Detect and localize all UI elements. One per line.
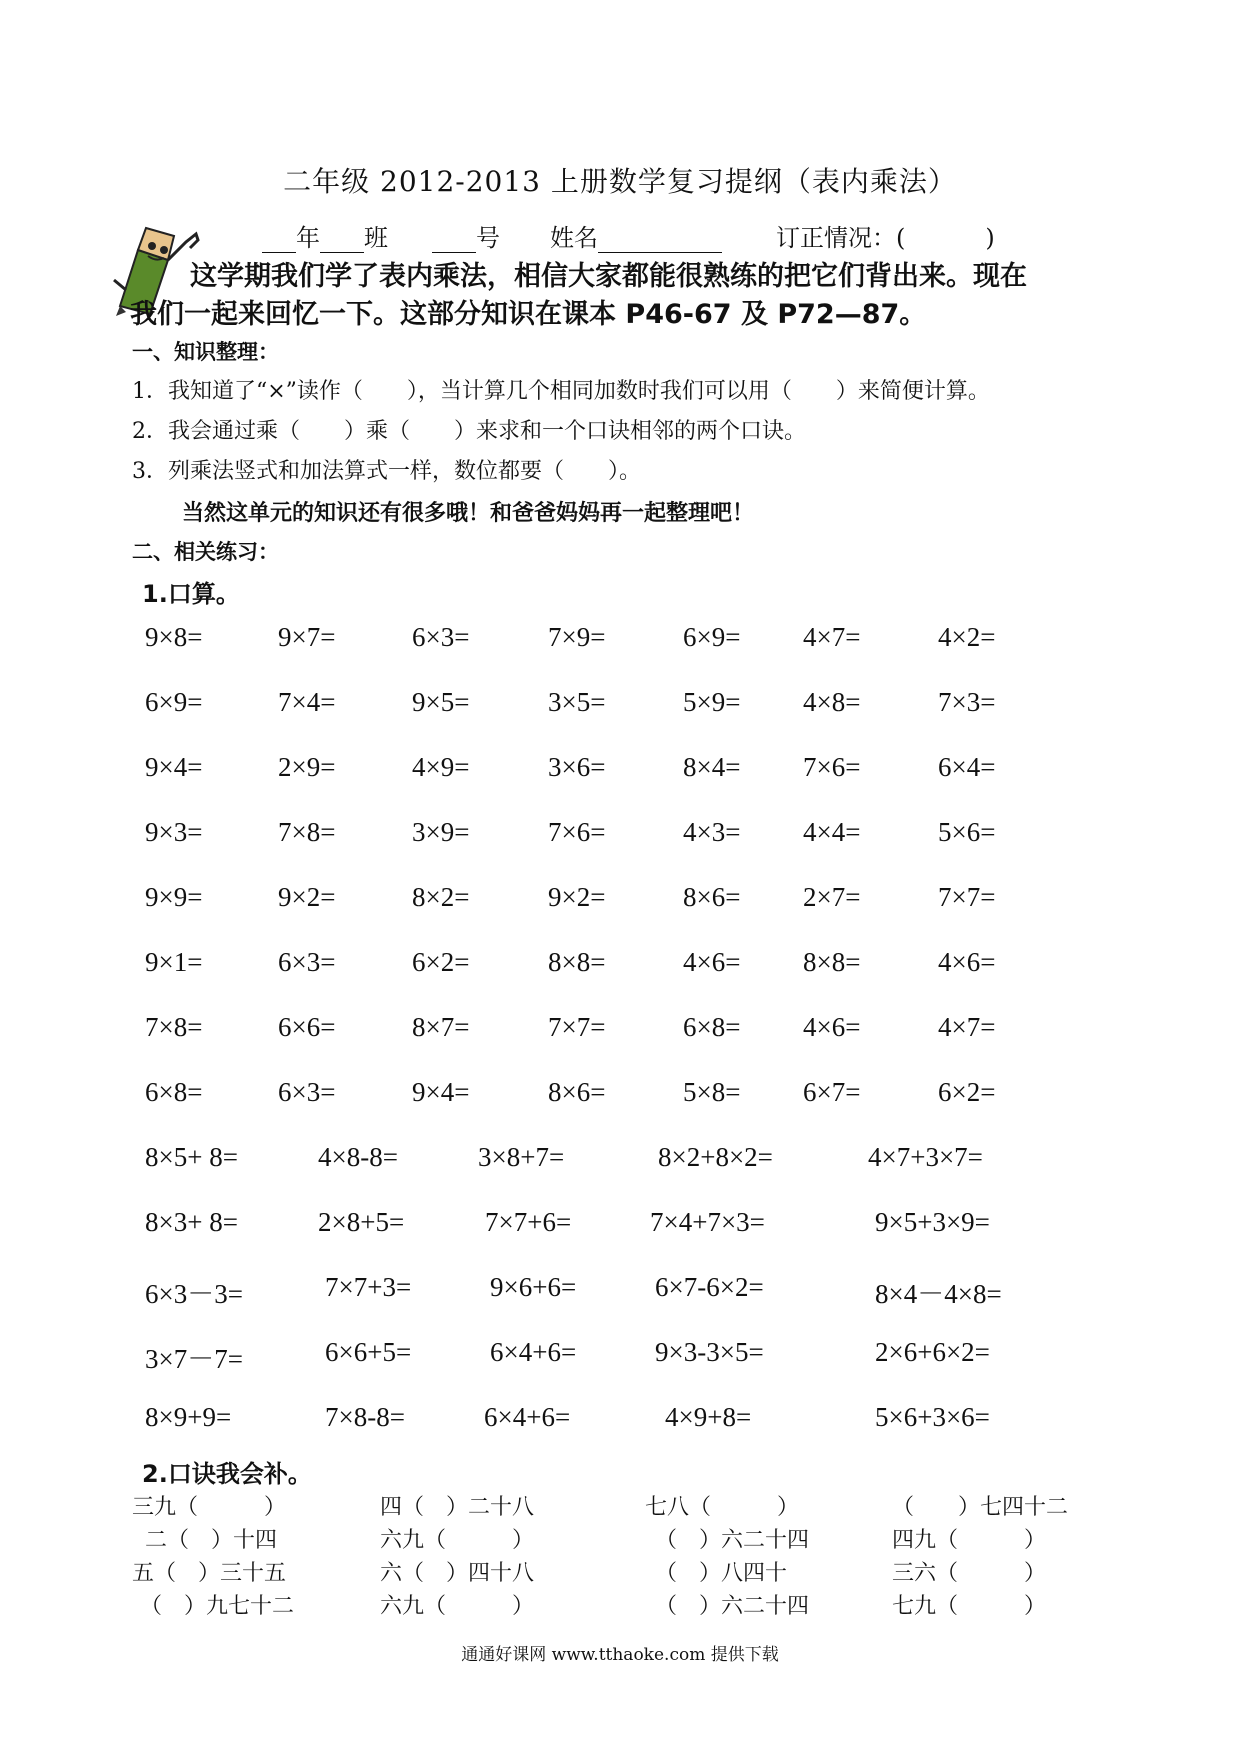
fill-item: （ ）九七十二 <box>140 1594 295 1619</box>
problem: 9×7= <box>278 622 336 652</box>
problem: 9×2= <box>278 882 336 912</box>
correction-close: ) <box>985 224 995 252</box>
class-label: 班 <box>364 224 388 252</box>
problem: 8×4= <box>683 752 741 782</box>
fill-item: 五（ ）三十五 <box>132 1561 287 1586</box>
problem: 4×3= <box>683 817 741 847</box>
problem: 8×2+8×2= <box>658 1142 773 1172</box>
problem: 6×2= <box>412 947 470 977</box>
problem: 3×6= <box>548 752 606 782</box>
problem: 8×6= <box>683 882 741 912</box>
problem: 8×7= <box>412 1012 470 1042</box>
fill-item: （ ）七四十二 <box>892 1495 1069 1520</box>
problem: 7×6= <box>548 817 606 847</box>
knowledge-item: 3．列乘法竖式和加法算式一样，数位都要（ ）。 <box>132 459 641 484</box>
name-blank[interactable] <box>598 226 722 253</box>
problem: 8×4－4×8= <box>875 1279 1002 1309</box>
knowledge-item: 2．我会通过乘（ ）乘（ ）来求和一个口诀相邻的两个口诀。 <box>132 419 806 444</box>
fill-item: 三六（ ） <box>892 1561 1047 1586</box>
problem: 7×6= <box>803 752 861 782</box>
problem: 3×7－7= <box>145 1344 243 1374</box>
fill-item: 二（ ）十四 <box>145 1528 278 1553</box>
problem: 4×4= <box>803 817 861 847</box>
problem: 7×8-8= <box>325 1402 405 1432</box>
fill-item: 四九（ ） <box>892 1528 1047 1553</box>
section2-heading: 二、相关练习： <box>132 540 279 564</box>
intro-line-2: 我们一起来回忆一下。这部分知识在课本 P46-67 及 P72—87。 <box>130 299 927 330</box>
problem: 3×8+7= <box>478 1142 565 1172</box>
problem: 4×7= <box>938 1012 996 1042</box>
problem: 6×9= <box>683 622 741 652</box>
problem: 8×8= <box>548 947 606 977</box>
problem: 9×1= <box>145 947 203 977</box>
problem: 6×4+6= <box>484 1402 571 1432</box>
rhyme-fill-heading: 2.口诀我会补。 <box>142 1460 312 1488</box>
problem: 3×5= <box>548 687 606 717</box>
problem: 7×8= <box>278 817 336 847</box>
problem: 8×5+ 8= <box>145 1142 238 1172</box>
problem: 7×3= <box>938 687 996 717</box>
problem: 9×4= <box>145 752 203 782</box>
problem: 5×9= <box>683 687 741 717</box>
problem: 9×5= <box>412 687 470 717</box>
problem: 4×9+8= <box>665 1402 752 1432</box>
problem: 7×9= <box>548 622 606 652</box>
problem: 4×9= <box>412 752 470 782</box>
problem: 4×7= <box>803 622 861 652</box>
knowledge-item: 1．我知道了“×”读作（ ），当计算几个相同加数时我们可以用（ ）来简便计算。 <box>132 379 990 404</box>
problem: 8×3+ 8= <box>145 1207 238 1237</box>
problem: 6×7-6×2= <box>655 1272 764 1302</box>
number-blank[interactable] <box>432 226 476 253</box>
problem: 5×6+3×6= <box>875 1402 990 1432</box>
problem: 8×9+9= <box>145 1402 232 1432</box>
problem: 9×3= <box>145 817 203 847</box>
problem: 3×9= <box>412 817 470 847</box>
problem: 6×8= <box>683 1012 741 1042</box>
grade-label: 年 <box>296 224 320 252</box>
problem: 4×8-8= <box>318 1142 398 1172</box>
fill-item: 六九（ ） <box>380 1528 535 1553</box>
problem: 7×4+7×3= <box>650 1207 765 1237</box>
problem: 7×7+3= <box>325 1272 412 1302</box>
problem: 4×6= <box>803 1012 861 1042</box>
problem: 2×9= <box>278 752 336 782</box>
problem: 6×3= <box>412 622 470 652</box>
fill-item: 六九（ ） <box>380 1594 535 1619</box>
fill-item: 四（ ）二十八 <box>380 1495 535 1520</box>
problem: 6×3= <box>278 947 336 977</box>
section1-note: 当然这单元的知识还有很多哦！和爸爸妈妈再一起整理吧！ <box>182 501 755 526</box>
problem: 9×6+6= <box>490 1272 577 1302</box>
intro-line-1: 这学期我们学了表内乘法，相信大家都能很熟练的把它们背出来。现在 <box>190 261 1027 292</box>
problem: 9×2= <box>548 882 606 912</box>
problem: 6×4+6= <box>490 1337 577 1367</box>
problem: 9×5+3×9= <box>875 1207 990 1237</box>
problem: 6×4= <box>938 752 996 782</box>
problem: 2×8+5= <box>318 1207 405 1237</box>
problem: 9×4= <box>412 1077 470 1107</box>
fill-item: （ ）六二十四 <box>655 1528 810 1553</box>
problem: 5×6= <box>938 817 996 847</box>
class-blank[interactable] <box>320 226 364 253</box>
problem: 9×3-3×5= <box>655 1337 764 1367</box>
problem: 9×9= <box>145 882 203 912</box>
footer-credit: 通通好课网 www.tthaoke.com 提供下载 <box>461 1645 779 1665</box>
problem: 2×6+6×2= <box>875 1337 990 1367</box>
correction-label: 订正情况：( <box>776 224 906 252</box>
problem: 6×2= <box>938 1077 996 1107</box>
problem: 6×6= <box>278 1012 336 1042</box>
section1-heading: 一、知识整理： <box>132 340 279 364</box>
problem: 6×3－3= <box>145 1279 243 1309</box>
problem: 4×2= <box>938 622 996 652</box>
grade-blank[interactable] <box>262 226 296 253</box>
fill-item: 六（ ）四十八 <box>380 1561 535 1586</box>
info-line <box>262 218 995 252</box>
name-label: 姓名 <box>550 224 598 252</box>
problem: 8×6= <box>548 1077 606 1107</box>
problem: 7×7= <box>938 882 996 912</box>
problem: 7×7+6= <box>485 1207 572 1237</box>
problem: 8×2= <box>412 882 470 912</box>
oral-calc-heading: 1.口算。 <box>142 580 240 608</box>
fill-item: （ ）八四十 <box>655 1561 788 1586</box>
fill-item: 七八（ ） <box>645 1495 800 1520</box>
problem: 4×6= <box>938 947 996 977</box>
problem: 7×7= <box>548 1012 606 1042</box>
problem: 6×9= <box>145 687 203 717</box>
page-title: 二年级 2012-2013 上册数学复习提纲（表内乘法） <box>283 165 957 198</box>
problem: 4×6= <box>683 947 741 977</box>
fill-item: 七九（ ） <box>892 1594 1047 1619</box>
problem: 6×7= <box>803 1077 861 1107</box>
problem: 6×8= <box>145 1077 203 1107</box>
problem: 7×8= <box>145 1012 203 1042</box>
problem: 2×7= <box>803 882 861 912</box>
problem: 7×4= <box>278 687 336 717</box>
problem: 4×7+3×7= <box>868 1142 983 1172</box>
problem: 6×3= <box>278 1077 336 1107</box>
problem: 4×8= <box>803 687 861 717</box>
number-label: 号 <box>476 224 500 252</box>
fill-item: 三九（ ） <box>132 1495 287 1520</box>
fill-item: （ ）六二十四 <box>655 1594 810 1619</box>
problem: 5×8= <box>683 1077 741 1107</box>
problem: 6×6+5= <box>325 1337 412 1367</box>
problem: 9×8= <box>145 622 203 652</box>
problem: 8×8= <box>803 947 861 977</box>
